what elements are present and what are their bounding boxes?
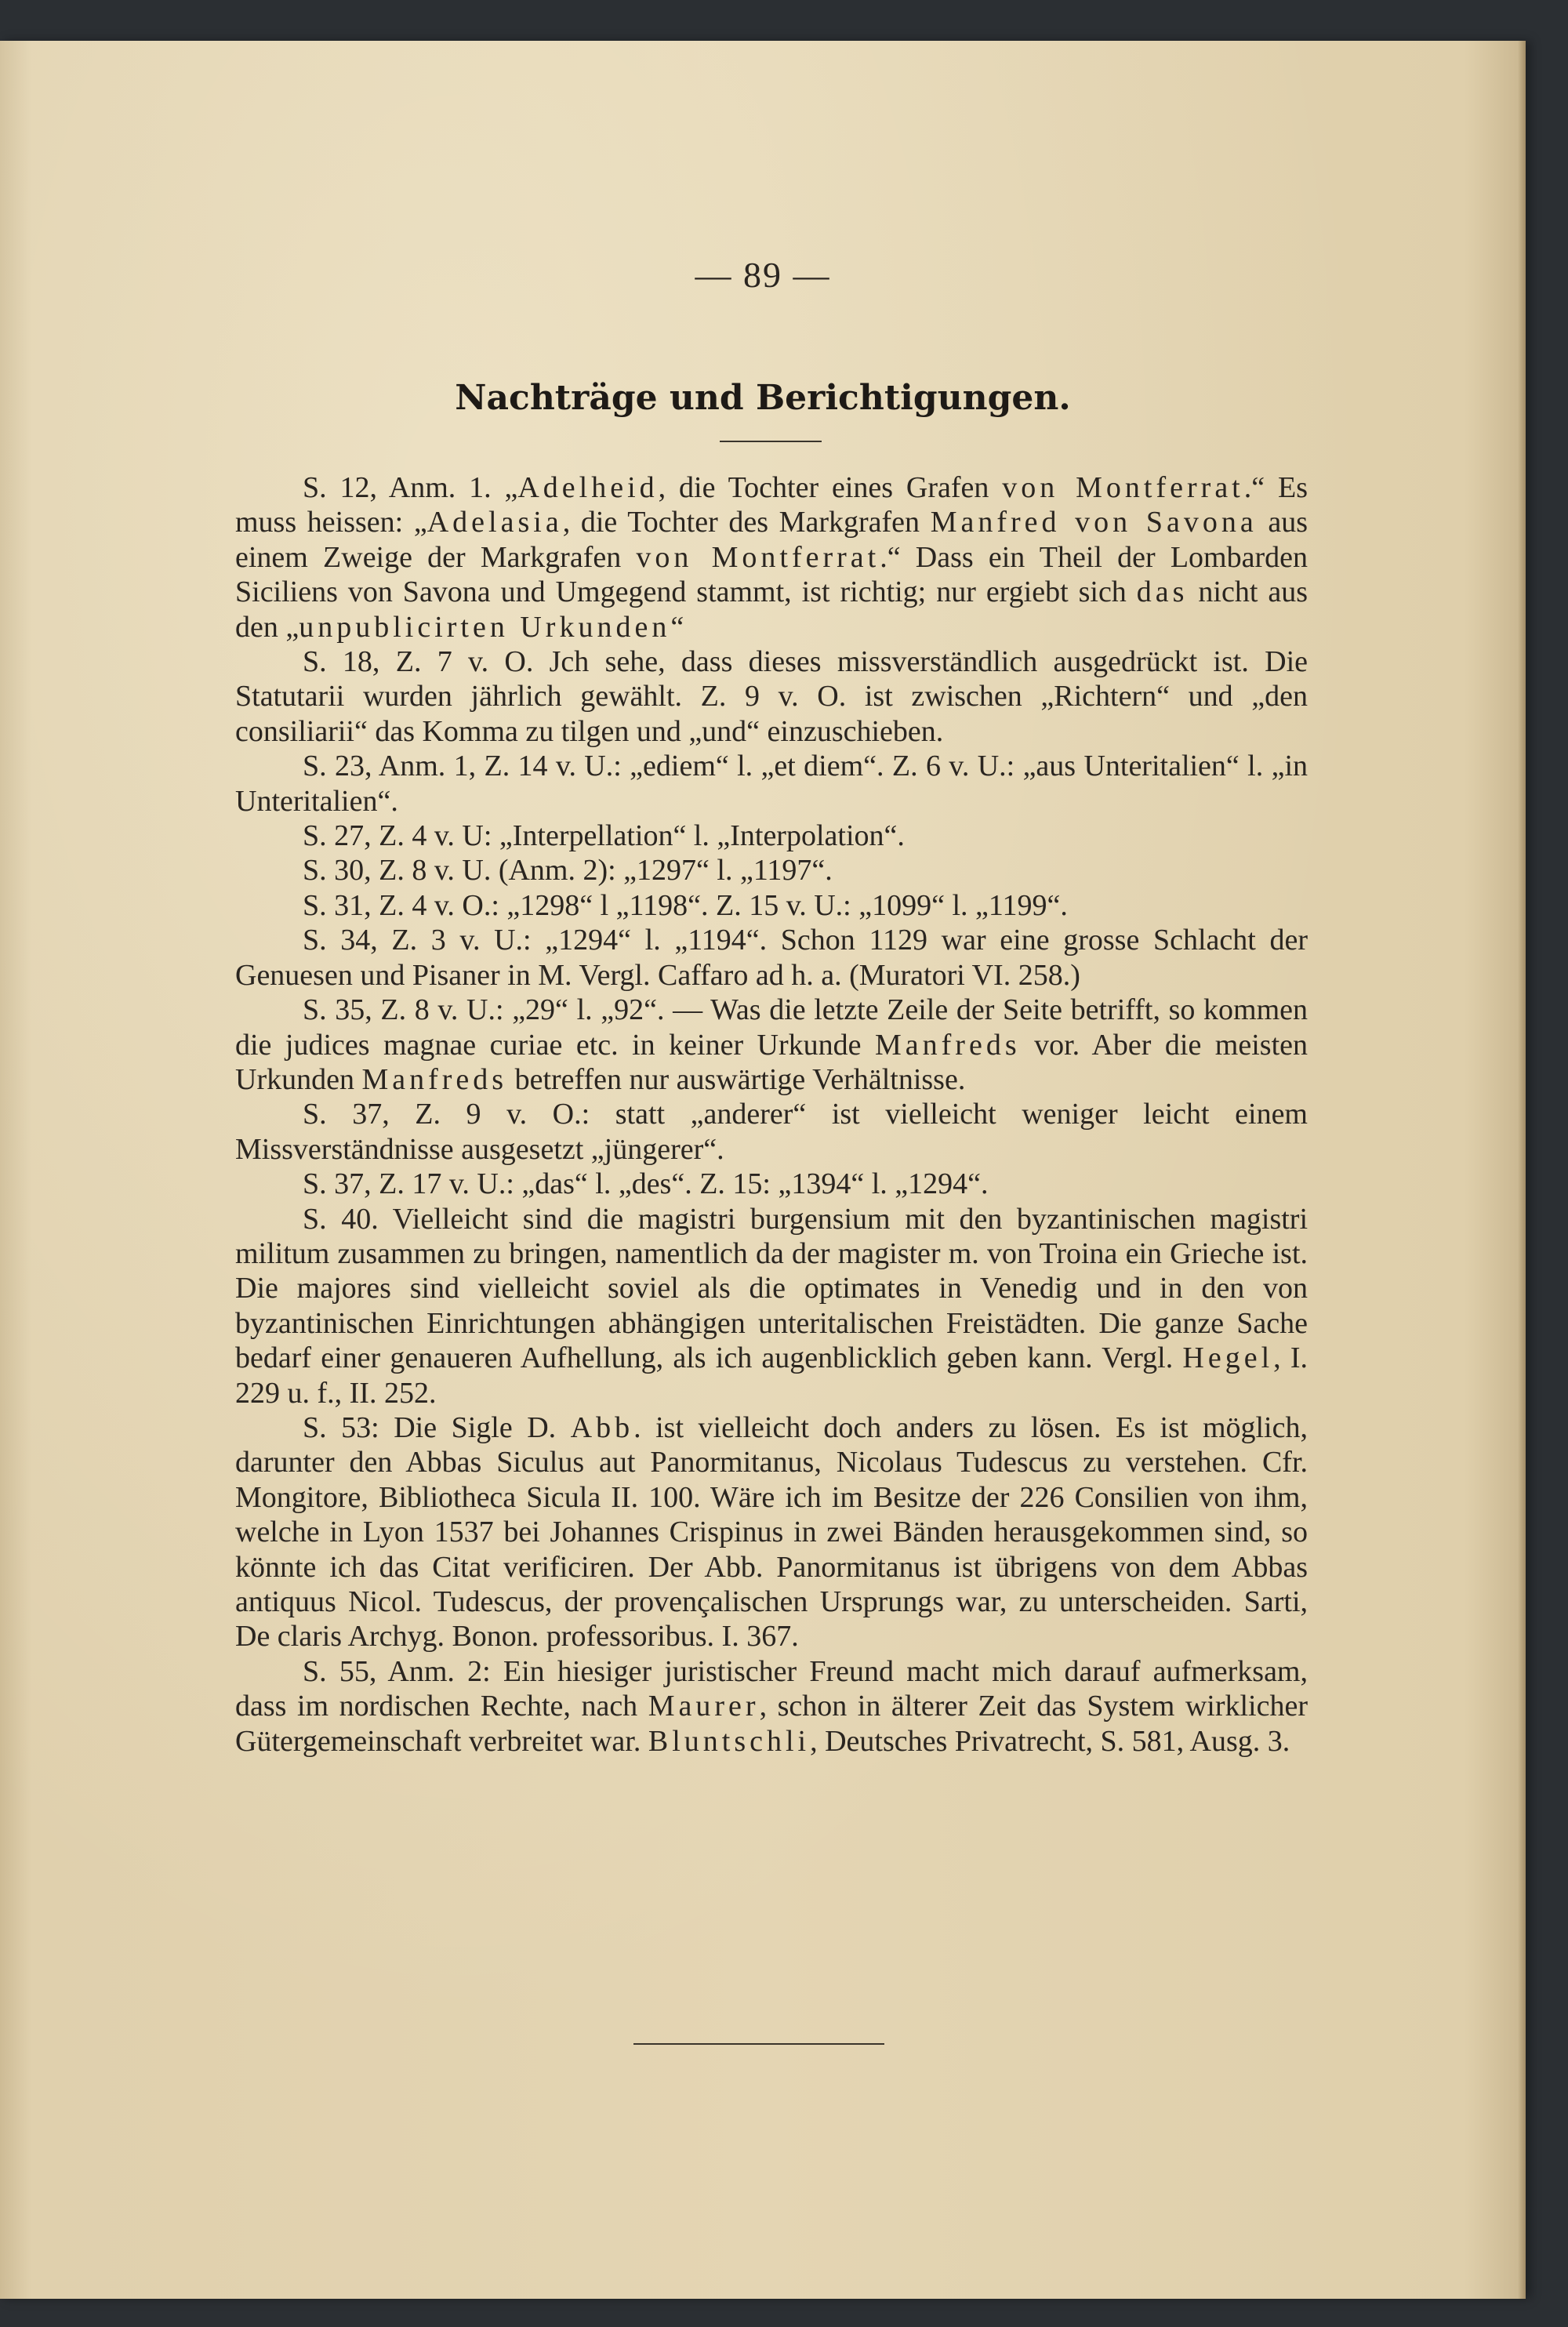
entry-s55: S. 55, Anm. 2: Ein hiesiger juristischer Freund macht mich darauf aufmerksam, dass im nordischen Rechte, nach Maurer, schon in älterer Zeit das System wirklicher Gütergemeinschaft verbreitet war. Bluntschli, Deutsches Privatrecht, S. 581, Ausg. 3. bbox=[235, 1654, 1308, 1758]
entry-s18: S. 18, Z. 7 v. O. Jch sehe, dass dieses missverständlich ausgedrückt ist. Die Statutarii wurden jährlich gewählt. Z. 9 v. O. ist zwischen „Richtern“ und „den consiliarii“ das Komma zu tilgen und „und“ einzuschieben. bbox=[235, 645, 1308, 748]
book-page bbox=[0, 41, 1526, 2299]
end-divider bbox=[633, 2043, 884, 2045]
page-number: — 89 — bbox=[695, 255, 831, 295]
entry-s40: S. 40. Vielleicht sind die magistri burgensium mit den byzantinischen magistri militum zusammen zu bringen, namentlich da der magister m. von Troina ein Grieche ist. Die majores sind vielleicht soviel als die optimates in Venedig und in den von byzantinischen Einrichtungen abhängigen unteritalischen Freistädten. Die ganze Sache bedarf einer genaueren Aufhellung, als ich augenblicklich geben kann. Vergl. Hegel, I. 229 u. f., II. 252. bbox=[235, 1202, 1308, 1410]
page-title: Nachträge und Berichtigungen. bbox=[455, 378, 1071, 418]
title-divider bbox=[720, 441, 822, 442]
entry-s34: S. 34, Z. 3 v. U.: „1294“ l. „1194“. Schon 1129 war eine grosse Schlacht der Genuesen und Pisaner in M. Vergl. Caffaro ad h. a. (Muratori VI. 258.) bbox=[235, 924, 1308, 992]
entry-s12: S. 12, Anm. 1. „Adelheid, die Tochter eines Grafen von Montferrat.“ Es muss heissen: „Adelasia, die Tochter des Markgrafen Manfred von Savona aus einem Zweige der Markgrafen von Montferrat.“ Dass ein Theil der Lombarden Siciliens von Savona und Umgegend stammt, ist richtig; nur ergiebt sich das nicht aus den „unpublicirten Urkunden“ bbox=[235, 471, 1308, 644]
entry-s53: S. 53: Die Sigle D. Abb. ist vielleicht doch anders zu lösen. Es ist möglich, darunter den Abbas Siculus aut Panormitanus, Nicolaus Tudescus zu verstehen. Cfr. Mongitore, Bibliotheca Sicula II. 100. Wäre ich im Besitze der 226 Consilien von ihm, welche in Lyon 1537 bei Johannes Crispinus in zwei Bänden herausgekommen sind, so könnte ich das Citat verificiren. Der Abb. Panormitanus ist übrigens von dem Abbas antiquus Nicol. Tudescus, der provençalischen Ursprungs war, zu unterscheiden. Sarti, De claris Archyg. Bonon. professoribus. I. 367. bbox=[235, 1410, 1308, 1654]
entry-s27: S. 27, Z. 4 v. U: „Interpellation“ l. „Interpolation“. bbox=[303, 819, 905, 853]
entry-s31: S. 31, Z. 4 v. O.: „1298“ l „1198“. Z. 15 v. U.: „1099“ l. „1199“. bbox=[303, 888, 1068, 922]
entry-s23: S. 23, Anm. 1, Z. 14 v. U.: „ediem“ l. „et diem“. Z. 6 v. U.: „aus Unteritalien“ l. „in Unteritalien“. bbox=[235, 750, 1308, 818]
corrections-list bbox=[235, 470, 1308, 1759]
entry-s37-a: S. 37, Z. 9 v. O.: statt „anderer“ ist vielleicht weniger leicht einem Missverständnisse ausgesetzt „jüngerer“. bbox=[235, 1098, 1308, 1166]
entry-s37-b: S. 37, Z. 17 v. U.: „das“ l. „des“. Z. 15: „1394“ l. „1294“. bbox=[303, 1167, 989, 1201]
entry-s30: S. 30, Z. 8 v. U. (Anm. 2): „1297“ l. „1197“. bbox=[303, 854, 833, 888]
entry-s35: S. 35, Z. 8 v. U.: „29“ l. „92“. — Was die letzte Zeile der Seite betrifft, so kommen die judices magnae curiae etc. in keiner Urkunde Manfreds vor. Aber die meisten Urkunden Manfreds betreffen nur auswärtige Verhältnisse. bbox=[235, 993, 1308, 1096]
